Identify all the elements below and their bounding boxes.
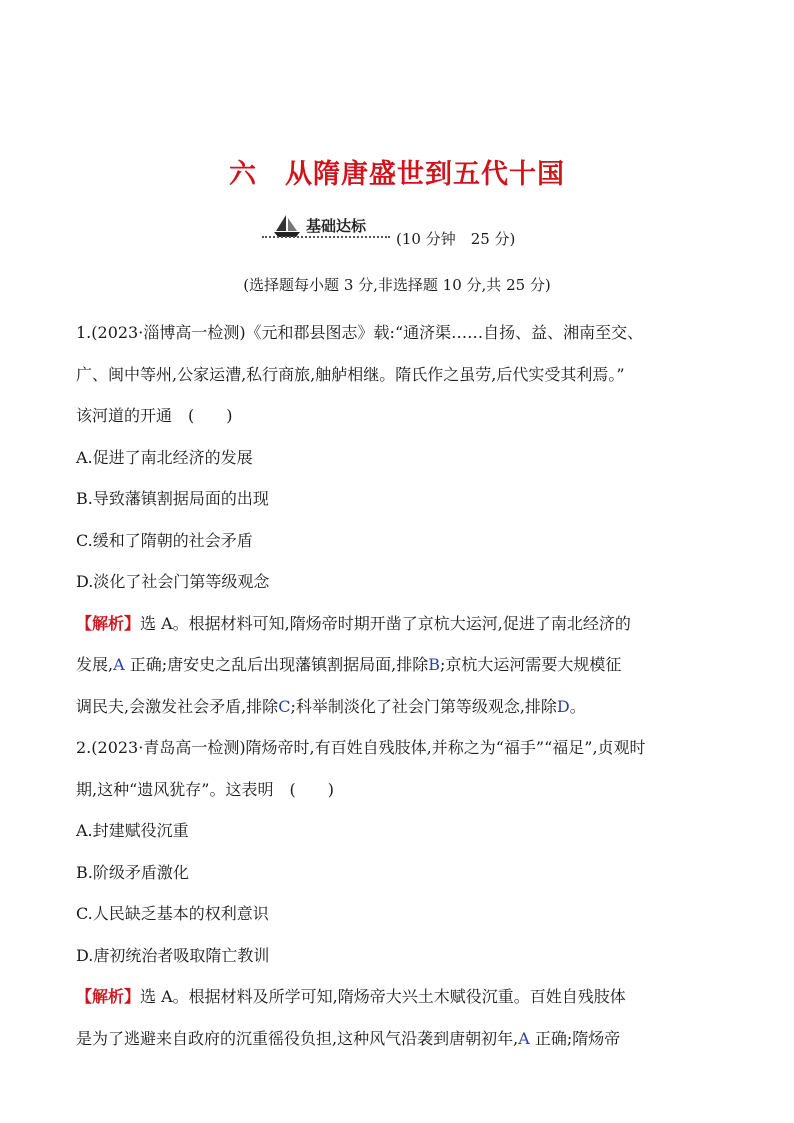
q1-option-d: D.淡化了社会门第等级观念 (76, 572, 270, 591)
option-letter: C (278, 696, 291, 716)
analysis-text: 正确;隋炀帝 (529, 1028, 621, 1048)
q2-stem-line-2: 期,这种“遗风犹存”。这表明 ( ) (76, 779, 334, 799)
q2-option-a: A.封建赋役沉重 (76, 821, 189, 840)
section-header (262, 212, 562, 246)
option-letter: D (556, 696, 570, 716)
analysis-text: 。 (569, 696, 586, 716)
q2-option-d: D.唐初统治者吸取隋亡教训 (76, 945, 270, 965)
scoring-note: (选择题每小题 3 分,非选择题 10 分,共 25 分) (243, 276, 551, 294)
q2-option-c: C.人民缺乏基本的权利意识 (76, 904, 269, 923)
q1-stem-line-1: 1.(2023·淄博高一检测)《元和郡县图志》载:“通济渠……自扬、益、湘南至交、 (76, 323, 644, 342)
dotted-underline (262, 236, 390, 238)
analysis-text: 正确;唐安史之乱后出现藩镇割据局面,排除 (124, 655, 429, 674)
analysis-tag: 【解析】 (76, 613, 141, 633)
q1-analysis-line-3 (76, 686, 736, 728)
q1-option-c: C.缓和了隋朝的社会矛盾 (76, 530, 253, 550)
analysis-text: 是为了逃避来自政府的沉重徭役负担,这种风气沿袭到唐朝初年, (76, 1028, 519, 1048)
analysis-text: 选 A。根据材料及所学可知,隋炀帝大兴土木赋役沉重。百姓自残肢体 (140, 987, 626, 1006)
q1-stem-line-2: 广、闽中等州,公家运漕,私行商旅,舳舻相继。隋氏作之虽劳,后代实受其利焉。” (76, 364, 625, 384)
option-letter: A (113, 655, 125, 674)
time-score: (10 分钟 25 分) (396, 230, 516, 248)
option-letter: A (518, 1028, 530, 1048)
analysis-text: ;京杭大运河需要大规模征 (440, 655, 622, 674)
q1-analysis-line-1 (76, 603, 736, 645)
analysis-tag: 【解析】 (76, 987, 141, 1006)
q2-option-b: B.阶级矛盾激化 (76, 862, 189, 882)
analysis-text: 调民夫,会激发社会矛盾,排除 (76, 696, 279, 716)
q1-option-b: B.导致藩镇割据局面的出现 (76, 489, 269, 508)
q1-analysis-line-2 (76, 644, 736, 686)
section-badge-label: 基础达标 (306, 217, 367, 235)
analysis-text: 选 A。根据材料可知,隋炀帝时期开凿了京杭大运河,促进了南北经济的 (140, 613, 631, 633)
q2-stem-line-1: 2.(2023·青岛高一检测)隋炀帝时,有百姓自残肢体,并称之为“福手”“福足”,贞观时 (76, 738, 646, 757)
question-body (76, 312, 736, 1059)
option-letter: B (428, 655, 440, 674)
analysis-text: ;科举制淡化了社会门第等级观念,排除 (290, 696, 557, 716)
section-badge (262, 212, 392, 240)
q2-analysis-line-1 (76, 976, 736, 1018)
q2-analysis-line-2 (76, 1018, 736, 1060)
q1-stem-line-3: 该河道的开通 ( ) (76, 406, 233, 425)
q1-option-a: A.促进了南北经济的发展 (76, 447, 253, 467)
analysis-text: 发展, (76, 655, 114, 674)
page-title: 六 从隋唐盛世到五代十国 (229, 159, 565, 190)
